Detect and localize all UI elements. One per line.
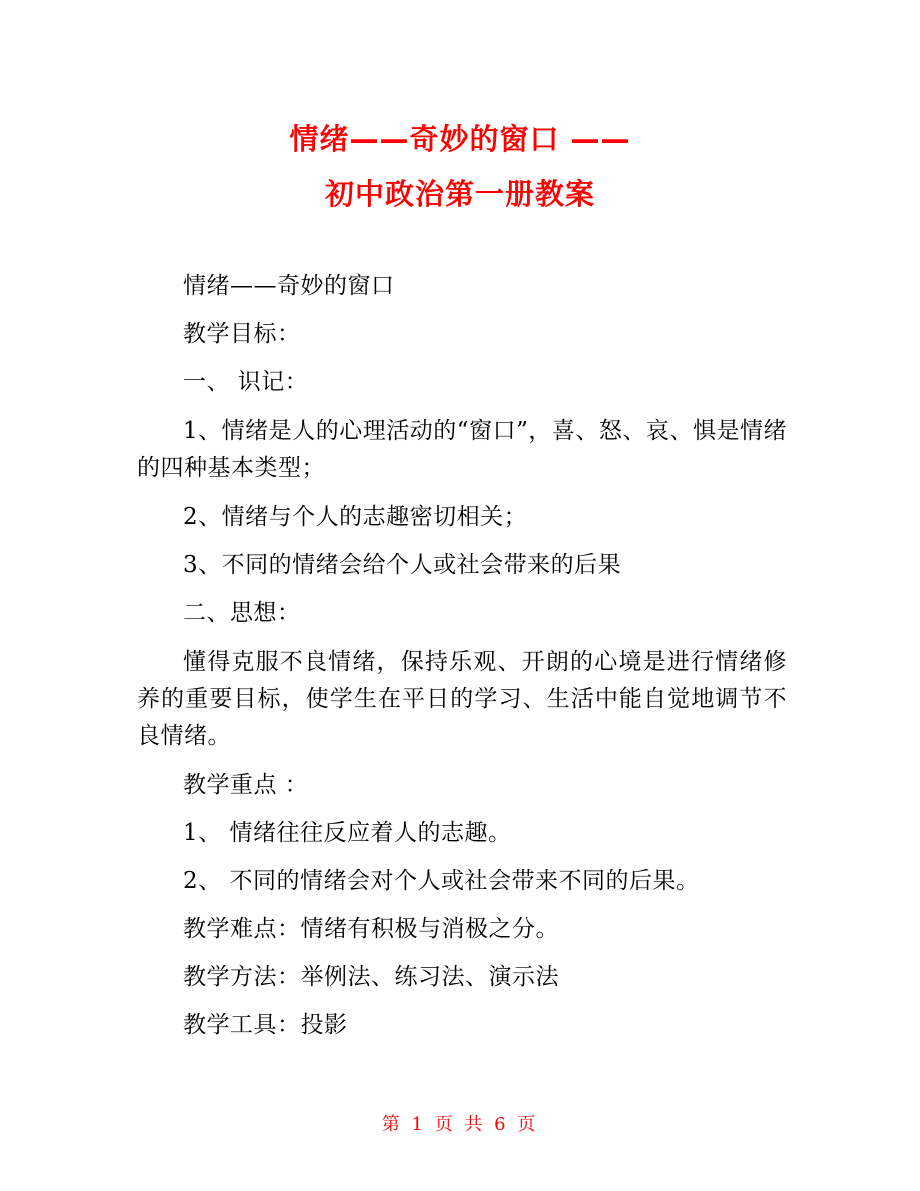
paragraph-thought-heading: 二、思想： [183,600,301,626]
paragraph-memorize-item-2: 2、情绪与个人的志趣密切相关； [183,504,528,530]
document-title-line-2: 初中政治第一册教案 [324,177,595,211]
paragraph-subtitle: 情绪——奇妙的窗口 [183,273,395,299]
paragraph-key-point-2: 2、 不同的情绪会对个人或社会带来不同的后果。 [183,868,700,894]
paragraph-memorize-item-1: 1、情绪是人的心理活动的“窗口”，喜、怒、哀、惧是情绪的四种基本类型； [137,418,787,481]
paragraph-thought-body: 懂得克服不良情绪，保持乐观、开朗的心境是进行情绪修养的重要目标，使学生在平日的学习、生活中能自觉地调节不良情绪。 [137,649,787,749]
paragraph-difficulty: 教学难点：情绪有积极与消极之分。 [183,916,559,942]
document-body [137,269,787,1056]
paragraph-key-point-1: 1、 情绪往往反应着人的志趣。 [183,820,512,846]
paragraph-tools: 教学工具：投影 [183,1012,348,1038]
paragraph-key-points-heading: 教学重点 ： [183,772,309,798]
paragraph-memorize-item-3: 3、不同的情绪会给个人或社会带来的后果 [183,552,622,578]
paragraph-methods: 教学方法：举例法、练习法、演示法 [183,964,559,990]
paragraph-memorize-heading: 一、 识记： [183,369,309,395]
document-title-line-1: 情绪——奇妙的窗口 —— [289,122,631,156]
paragraph-objectives-heading: 教学目标： [183,321,301,347]
page-footer: 第 1 页 共 6 页 [381,1114,539,1135]
